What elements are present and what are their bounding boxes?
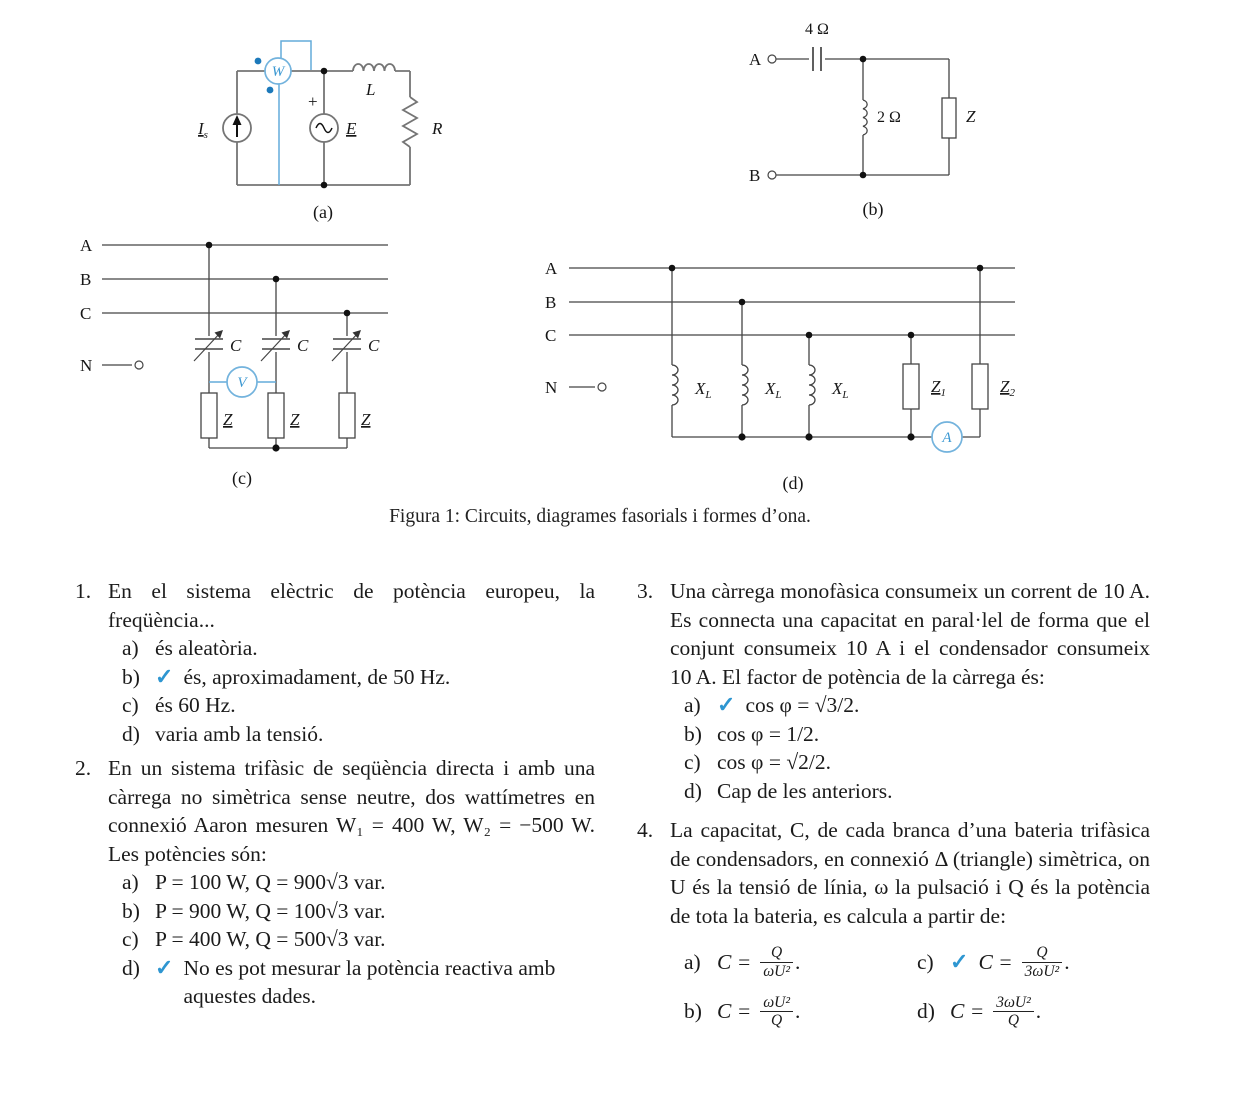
capacitor-plates	[813, 47, 821, 71]
question-4-options	[684, 944, 1150, 1030]
ammeter	[932, 422, 962, 452]
circuit-c-diagram	[70, 235, 405, 490]
voltmeter-label: V	[237, 375, 247, 391]
neutral-label: N	[80, 356, 93, 375]
question-2-options	[122, 868, 595, 1011]
inductor-coil	[863, 100, 867, 135]
impedance-box	[903, 364, 919, 409]
option-label: c)	[917, 949, 934, 974]
node-dot	[669, 265, 676, 272]
option-row	[917, 944, 1150, 981]
option-text: cos φ = 1/2.	[717, 721, 820, 746]
option-text: cos φ = √2/2.	[717, 750, 831, 774]
option-row	[122, 897, 595, 926]
polarity-dot	[267, 87, 274, 94]
option-text: P = 100 W, Q = 900√3 var.	[155, 870, 386, 894]
check-icon: ✓	[155, 954, 174, 980]
node-dot	[860, 172, 867, 179]
inductor-coil	[353, 64, 395, 71]
option-row	[684, 994, 917, 1031]
check-icon: ✓	[155, 663, 174, 689]
option-text: P = 400 W, Q = 500√3 var.	[155, 927, 386, 951]
impedance-box	[201, 393, 217, 438]
impedance-label: Z	[966, 107, 976, 126]
formula-lhs: C =	[717, 999, 752, 1024]
question-4	[637, 816, 1150, 930]
impedance-label: Z	[290, 410, 300, 429]
fraction	[993, 994, 1034, 1031]
inductor-label: L	[366, 80, 376, 99]
option-text: és aleatòria.	[155, 636, 258, 660]
option-label: d)	[917, 999, 935, 1024]
fraction-numerator: ωU²	[763, 993, 791, 1011]
current-source	[223, 114, 251, 142]
fraction-denominator: 3ωU²	[1022, 962, 1063, 981]
option-row	[122, 663, 595, 692]
option-row	[122, 868, 595, 897]
inductor-value: 2 Ω	[877, 109, 901, 126]
option-label: b)	[684, 721, 702, 746]
node-dot	[860, 56, 867, 63]
impedance-label: Z	[361, 410, 371, 429]
terminal-b	[768, 171, 776, 179]
capacitor-label: C	[297, 336, 309, 355]
node-dot	[206, 242, 213, 249]
node-dot	[977, 265, 984, 272]
option-row	[684, 720, 1150, 749]
node-dot	[907, 433, 914, 440]
phase-a-label: A	[545, 259, 558, 278]
option-label: b)	[122, 664, 140, 689]
wattmeter-label: W	[271, 64, 285, 80]
question-2	[75, 754, 595, 868]
question-text: En el sistema elèctric de potència europeu, la freqüència...	[108, 579, 595, 632]
question-number: 1.	[75, 579, 92, 603]
node-dot	[739, 299, 746, 306]
impedance-1-label: $Z_1$	[931, 377, 946, 399]
neutral-label: N	[545, 378, 558, 397]
circuit-b-wires	[776, 47, 956, 175]
neutral-terminal	[598, 383, 606, 391]
option-row	[122, 954, 595, 1011]
circuit-d-wires	[569, 268, 1015, 437]
phase-c-label: C	[545, 326, 557, 345]
option-row	[122, 691, 595, 720]
question-text: La capacitat, C, de cada branca d’una bateria trifàsica de condensadors, en connexió Δ (triangle) simètrica, on U és la tensió de línia, ω la pulsació i Q és la potència de tota la bateria, es calcula a partir de:	[670, 818, 1150, 928]
ac-voltage-source	[310, 114, 338, 142]
option-text: Cap de les anteriors.	[717, 778, 893, 803]
neutral-terminal	[135, 361, 143, 369]
subfigure-label-d: (d)	[782, 473, 804, 493]
option-label: a)	[122, 636, 139, 660]
polarity-dot	[255, 58, 262, 65]
period: .	[795, 999, 801, 1024]
terminal-b-label: B	[749, 166, 761, 185]
wattmeter	[255, 41, 311, 185]
subfigure-label-c: (c)	[232, 468, 252, 488]
question-3-options	[684, 691, 1150, 805]
option-label: a)	[684, 693, 701, 717]
inductor-coil	[809, 365, 815, 405]
node-dot	[321, 182, 328, 189]
formula-lhs: C =	[978, 949, 1013, 974]
resistor-zigzag	[403, 97, 417, 147]
fraction	[1022, 944, 1063, 981]
figure-caption: Figura 1: Circuits, diagrames fasorials i formes d’ona.	[389, 506, 811, 527]
option-row	[684, 777, 1150, 806]
reactance-label: $X_L$	[765, 379, 782, 401]
emf-label: E	[346, 119, 357, 138]
option-text: cos φ = √3/2.	[745, 693, 860, 717]
check-icon: ✓	[717, 692, 736, 717]
fraction-denominator: ωU²	[760, 962, 793, 981]
node-dot	[321, 68, 328, 75]
fraction-numerator: Q	[771, 944, 783, 961]
capacitor-label: C	[230, 336, 242, 355]
phase-a-label: A	[80, 236, 93, 255]
fraction-denominator: Q	[993, 1011, 1034, 1030]
capacitor-label: C	[368, 336, 380, 355]
fraction-denominator: Q	[760, 1011, 793, 1030]
reactance-label: $X_L$	[832, 379, 849, 401]
impedance-box	[972, 364, 988, 409]
option-label: d)	[122, 955, 140, 980]
option-row	[917, 994, 1150, 1031]
option-label: a)	[122, 870, 139, 894]
node-dot	[806, 332, 813, 339]
check-icon: ✓	[950, 949, 969, 975]
option-row	[684, 691, 1150, 720]
voltmeter	[209, 367, 276, 397]
question-number: 4.	[637, 818, 654, 842]
period: .	[1064, 949, 1070, 974]
period: .	[1035, 999, 1042, 1024]
formula-lhs: C =	[717, 949, 752, 974]
option-label: b)	[684, 999, 702, 1024]
variable-capacitor-plates	[195, 339, 361, 349]
fraction	[760, 994, 793, 1031]
option-label: d)	[684, 778, 702, 803]
circuit-a-diagram	[190, 25, 490, 230]
impedance-2-label: $Z_2$	[1000, 377, 1015, 399]
option-row	[684, 944, 917, 981]
ammeter-label: A	[942, 430, 952, 446]
inductor-coil	[672, 365, 678, 405]
impedance-box	[268, 393, 284, 438]
option-row	[122, 925, 595, 954]
fraction-numerator: 3ωU²	[996, 993, 1031, 1011]
question-number: 2.	[75, 756, 92, 780]
question-column-right	[637, 577, 1150, 1030]
phase-c-label: C	[80, 304, 92, 323]
option-text: No es pot mesurar la potència reactiva amb aquestes dades.	[183, 955, 556, 1008]
question-number: 3.	[637, 579, 654, 603]
question-1-options	[122, 634, 595, 748]
circuit-d-diagram	[535, 255, 1040, 500]
circuit-b-diagram	[745, 18, 1020, 223]
terminal-a	[768, 55, 776, 63]
node-dot	[738, 433, 745, 440]
option-label: b)	[122, 898, 140, 923]
fraction-numerator: Q	[1036, 944, 1048, 961]
phase-b-label: B	[80, 270, 92, 289]
impedance-label: Z	[223, 410, 233, 429]
impedance-box	[339, 393, 355, 438]
node-dot	[908, 332, 915, 339]
formula-lhs: C =	[950, 999, 985, 1024]
option-label: c)	[122, 693, 139, 717]
question-text: En un sistema trifàsic de seqüència directa i amb una càrrega no simètrica sense neutre, dos wattímetres en connexió Aaron mesuren W₁ = 400 W, W₂ = −500 W. Les potències són:	[108, 756, 595, 866]
question-1	[75, 577, 595, 634]
option-label: d)	[122, 721, 140, 746]
question-text: Una càrrega monofàsica consumeix un corrent de 10 A. Es connecta una capacitat en paral·lel de forma que el conjunt consumeix 10 A i el condensador consumeix 10 A. El factor de potència de la càrrega és:	[670, 579, 1150, 689]
source-label: $I_s$	[198, 119, 208, 141]
option-row	[122, 634, 595, 663]
period: .	[795, 949, 801, 974]
option-label: a)	[684, 949, 701, 974]
capacitor-value: 4 Ω	[805, 21, 829, 38]
node-dot	[805, 433, 812, 440]
option-label: c)	[122, 927, 139, 951]
circuit-c-wires	[102, 245, 388, 448]
plus-sign: +	[308, 92, 318, 111]
question-3	[637, 577, 1150, 691]
fraction	[760, 944, 793, 981]
phase-b-label: B	[545, 293, 557, 312]
terminal-a-label: A	[749, 50, 762, 69]
question-column-left	[75, 577, 595, 1011]
subfigure-label-b: (b)	[862, 199, 884, 219]
resistor-label: R	[432, 119, 443, 138]
option-row	[684, 748, 1150, 777]
option-label: c)	[684, 750, 701, 774]
subfigure-label-a: (a)	[313, 202, 333, 222]
inductor-coil	[742, 365, 748, 405]
reactance-label: $X_L$	[695, 379, 712, 401]
option-text: és 60 Hz.	[155, 693, 236, 717]
option-text: varia amb la tensió.	[155, 721, 324, 746]
impedance-box	[942, 98, 956, 138]
option-text: P = 900 W, Q = 100√3 var.	[155, 898, 386, 923]
option-text: és, aproximadament, de 50 Hz.	[183, 664, 451, 689]
node-dot	[344, 310, 351, 317]
node-dot	[272, 444, 279, 451]
node-dot	[273, 276, 280, 283]
option-row	[122, 720, 595, 749]
